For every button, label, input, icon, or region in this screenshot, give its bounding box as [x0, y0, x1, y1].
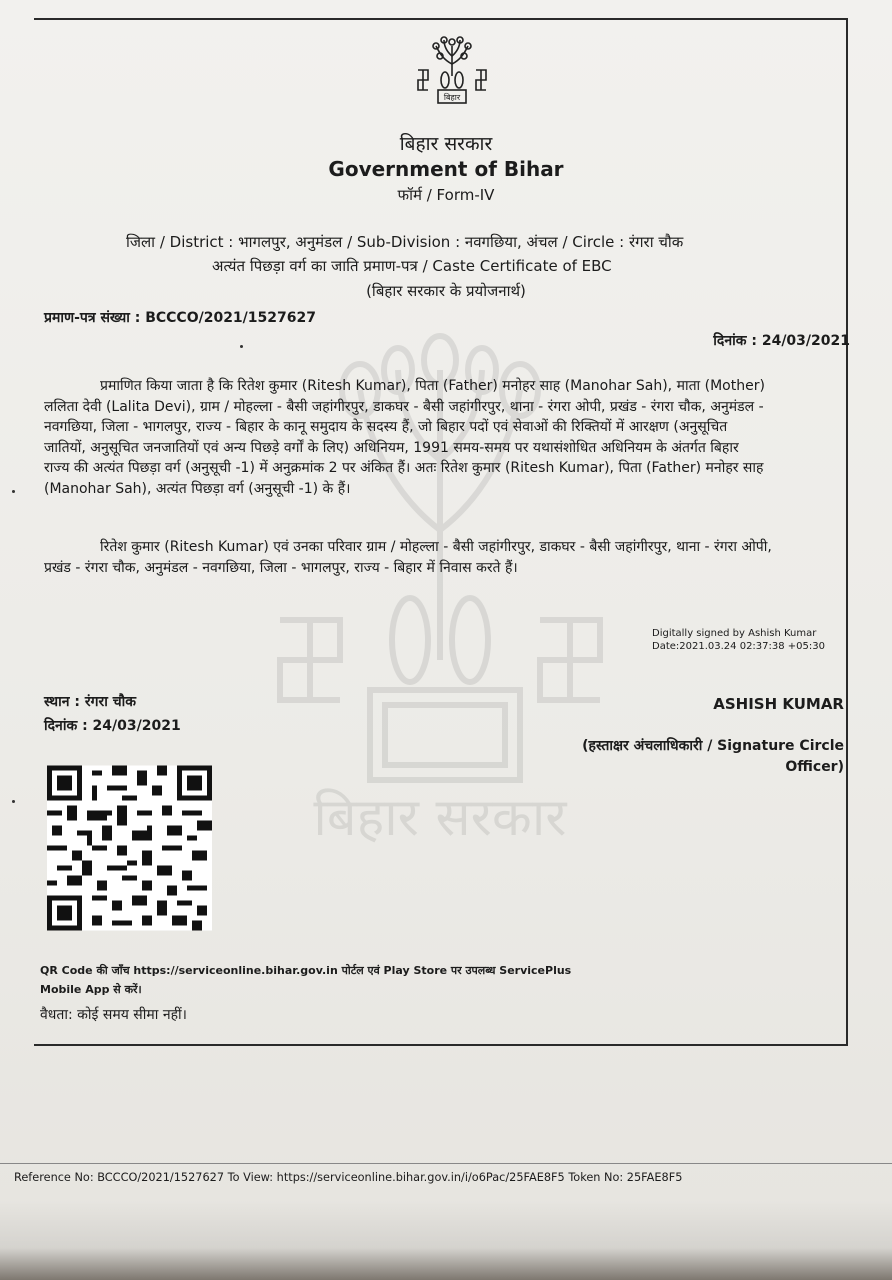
purpose-line: (बिहार सरकार के प्रयोजनार्थ) — [366, 282, 526, 300]
place-label: स्थान : रंगरा चौक — [44, 694, 136, 710]
body-line: प्रखंड - रंगरा चौक, अनुमंडल - नवगछिया, जिला - भागलपुर, राज्य - बिहार में निवास करते हैं। — [44, 559, 518, 576]
photo-shadow — [0, 1200, 892, 1280]
form-number: फॉर्म / Form-IV — [397, 186, 495, 204]
certificate-title: अत्यंत पिछड़ा वर्ग का जाति प्रमाण-पत्र / Caste Certificate of EBC — [212, 257, 612, 275]
validity-note: वैधता: कोई समय सीमा नहीं। — [40, 1007, 187, 1023]
footer-reference: Reference No: BCCCO/2021/1527627 To View: https://serviceonline.bihar.gov.in/i/o6Pac/25FAE8F5 Token No: 25FAE8F5 — [14, 1171, 683, 1184]
certificate-number: प्रमाण-पत्र संख्या : BCCCO/2021/1527627 — [44, 310, 316, 326]
body-line: राज्य की अत्यंत पिछड़ा वर्ग (अनुसूची -1) में अनुक्रमांक 2 पर अंकित हैं। अतः रितेश कुमार (Ritesh Kumar), पिता (Father) मनोहर साह — [44, 460, 764, 476]
qr-verification-note-cont: Mobile App से करें। — [40, 983, 142, 996]
bihar-emblem-icon — [414, 34, 490, 108]
body-line: ललिता देवी (Lalita Devi), ग्राम / मोहल्ला - बैसी जहांगीरपुर, डाकघर - बैसी जहांगीरपुर, थाना - रंगरा ओपी, प्रखंड - रंगरा चौक, अनुमंडल - — [44, 398, 764, 415]
digital-signature-date: Date:2021.03.24 02:37:38 +05:30 — [652, 641, 825, 652]
certificate-body-paragraph — [44, 376, 850, 499]
watermark-label: बिहार सरकार — [313, 788, 567, 848]
issue-date: दिनांक : 24/03/2021 — [713, 333, 850, 349]
qr-code-icon — [47, 762, 212, 934]
header-hindi-gov: बिहार सरकार — [399, 133, 493, 155]
district-line: जिला / District : भागलपुर, अनुमंडल / Sub-Division : नवगछिया, अंचल / Circle : रंगरा चौक — [126, 233, 684, 251]
signatory-name: ASHISH KUMAR — [713, 695, 844, 713]
bottom-date: दिनांक : 24/03/2021 — [44, 718, 181, 734]
body-line: रितेश कुमार (Ritesh Kumar) एवं उनका परिवार ग्राम / मोहल्ला - बैसी जहांगीरपुर, डाकघर - बैसी जहांगीरपुर, थाना - रंगरा ओपी, — [100, 539, 772, 555]
digital-signature-block — [652, 627, 825, 653]
body-line: प्रमाणित किया जाता है कि रितेश कुमार (Ritesh Kumar), पिता (Father) मनोहर साह (Manohar Sah), माता (Mother) — [100, 378, 765, 394]
scan-speck — [12, 800, 15, 803]
footer-divider — [0, 1163, 892, 1164]
scan-speck — [240, 345, 243, 348]
signatory-role-cont: Officer) — [785, 759, 844, 775]
signatory-role: (हस्ताक्षर अंचलाधिकारी / Signature Circle — [582, 738, 844, 754]
body-line: जातियों, अनुसूचित जनजातियों एवं अन्य पिछड़े वर्गों के लिए) अधिनियम, 1991 समय-समय पर यथासंशोधित अधिनियम के अंतर्गत बिहार — [44, 439, 739, 456]
header-english-gov: Government of Bihar — [328, 157, 564, 181]
body-line: नवगछिया, जिला - भागलपुर, राज्य - बिहार के कानू समुदाय के सदस्य हैं, जो बिहार पदों एवं सेवाओं की रिक्तियों में आरक्षण (अनुसूचित — [44, 419, 728, 435]
digital-signature-line: Digitally signed by Ashish Kumar — [652, 628, 817, 639]
scan-speck — [12, 490, 15, 493]
residence-paragraph — [44, 537, 850, 578]
qr-verification-note: QR Code की जाँच https://serviceonline.bihar.gov.in पोर्टल एवं Play Store पर उपलब्ध ServicePlus — [40, 964, 572, 977]
emblem-label: बिहार — [443, 93, 461, 102]
body-line: (Manohar Sah), अत्यंत पिछड़ा वर्ग (अनुसूची -1) के हैं। — [44, 480, 351, 497]
